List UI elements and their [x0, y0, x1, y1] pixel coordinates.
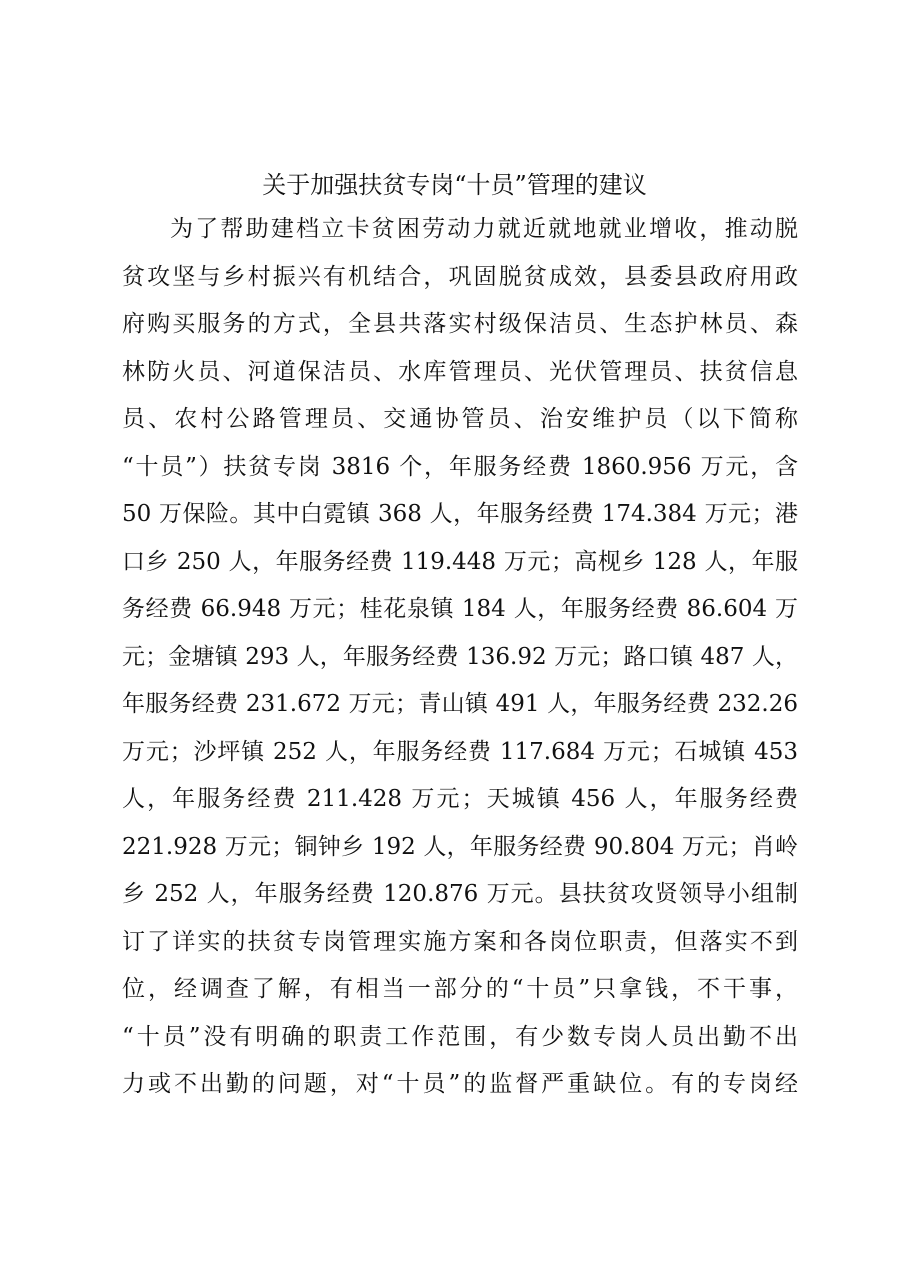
body-line: 订了详实的扶贫专岗管理实施方案和各岗位职责，但落实不到 — [122, 928, 798, 955]
body-line: 口乡 250 人，年服务经费 119.448 万元；高枧乡 128 人，年服 — [122, 548, 798, 575]
document-body — [122, 206, 798, 1109]
body-line: 员、农村公路管理员、交通协管员、治安维护员（以下简称 — [122, 406, 798, 432]
body-line: 50 万保险。其中白霓镇 368 人，年服务经费 174.384 万元；港 — [122, 501, 798, 527]
body-line: 力或不出勤的问题，对“十员”的监督严重缺位。有的专岗经 — [122, 1071, 798, 1097]
body-line: 林防火员、河道保洁员、水库管理员、光伏管理员、扶贫信息 — [122, 358, 798, 385]
body-line: 乡 252 人，年服务经费 120.876 万元。县扶贫攻贤领导小组制 — [122, 881, 798, 907]
body-line: 为了帮助建档立卡贫困劳动力就近就地就业增收，推动脱 — [170, 216, 798, 242]
body-line: 人，年服务经费 211.428 万元；天城镇 456 人，年服务经费 — [122, 786, 798, 812]
body-line: 元；金塘镇 293 人，年服务经费 136.92 万元；路口镇 487 人， — [122, 643, 798, 670]
body-line: 221.928 万元；铜钟乡 192 人，年服务经费 90.804 万元；肖岭 — [122, 833, 798, 860]
body-line: 府购买服务的方式，全县共落实村级保洁员、生态护林员、森 — [122, 311, 798, 337]
body-line: 务经费 66.948 万元；桂花泉镇 184 人，年服务经费 86.604 万 — [122, 596, 798, 622]
document-title: 关于加强扶贫专岗“十员”管理的建议 — [262, 171, 647, 199]
body-line: 万元；沙坪镇 252 人，年服务经费 117.684 万元；石城镇 453 — [122, 738, 798, 765]
body-line: 年服务经费 231.672 万元；青山镇 491 人，年服务经费 232.26 — [122, 691, 798, 717]
body-line: “十员”）扶贫专岗 3816 个，年服务经费 1860.956 万元，含 — [122, 453, 798, 480]
body-line: 贫攻坚与乡村振兴有机结合，巩固脱贫成效，县委县政府用政 — [122, 263, 798, 290]
body-line: “十员”没有明确的职责工作范围，有少数专岗人员出勤不出 — [122, 1023, 798, 1050]
body-line: 位，经调查了解，有相当一部分的“十员”只拿钱，不干事， — [122, 976, 798, 1002]
